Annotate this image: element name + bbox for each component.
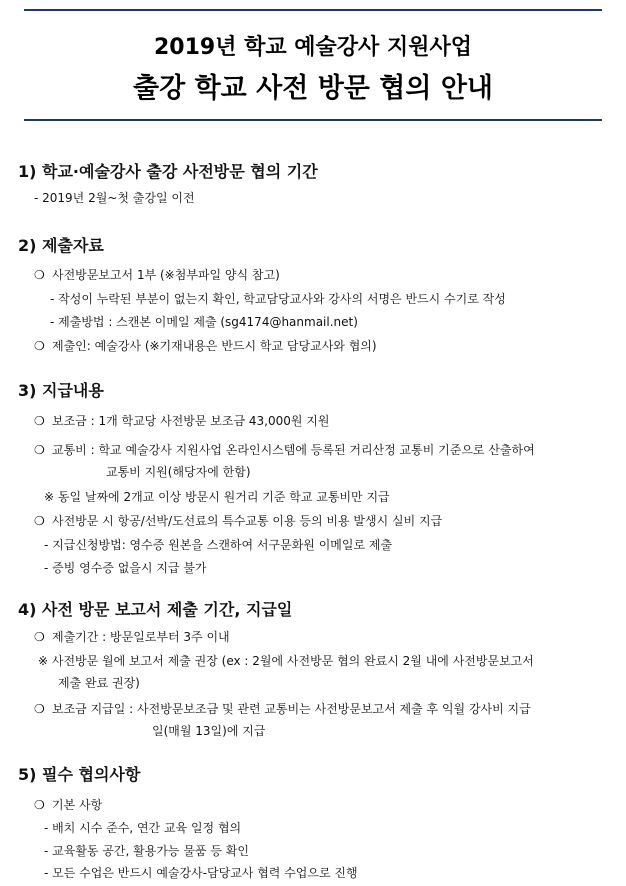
circle-bullet-icon: ❍ [34,702,45,716]
section-5-bullet-item [34,797,102,813]
item-text: 보조금 지급일 : 사전방문보조금 및 관련 교통비는 사전방문보고서 제출 후 익월 강사비 지급 [52,702,531,716]
section-2-bullet-item [34,267,280,283]
section-3-bullet-item [34,513,442,529]
circle-bullet-icon: ❍ [34,630,45,644]
circle-bullet-icon: ❍ [34,339,45,353]
section-3-sub-item: - 증빙 영수증 없을시 지급 불가 [44,561,207,575]
circle-bullet-icon: ❍ [34,514,45,528]
section-5-sub-item: - 교육활동 공간, 활용가능 물품 등 확인 [44,844,249,858]
circle-bullet-icon: ❍ [34,443,45,457]
document-title-line2: 출강 학교 사전 방문 협의 안내 [133,73,493,104]
section-4-continuation: 일(매월 13일)에 지급 [152,724,266,738]
section-5-sub-item: - 배치 시수 준수, 연간 교육 일정 협의 [44,821,242,835]
section-3-note: ※ 동일 날짜에 2개교 이상 방문시 원거리 기준 학교 교통비만 지급 [44,490,390,504]
section-4-title: 4) 사전 방문 보고서 제출 기간, 지급일 [18,600,293,619]
section-2-title: 2) 제출자료 [18,236,104,255]
section-1-item: - 2019년 2월~첫 출강일 이전 [34,191,195,205]
item-text: 사전방문 시 항공/선박/도선료의 특수교통 이용 등의 비용 발생시 실비 지급 [52,514,443,528]
section-2-sub-item: - 작성이 누락된 부분이 없는지 확인, 학교담당교사와 강사의 서명은 반드시 수기로 작성 [50,292,506,306]
section-3-continuation: 교통비 지원(해당자에 한함) [106,465,251,479]
section-4-bullet-item [34,629,230,645]
section-5-title: 5) 필수 협의사항 [18,765,141,784]
item-text: 제출기간 : 방문일로부터 3주 이내 [52,630,230,644]
section-2-sub-item: - 제출방법 : 스캔본 이메일 제출 (sg4174@hanmail.net) [50,315,358,329]
section-3-sub-item: - 지급신청방법: 영수증 원본을 스캔하여 서구문화원 이메일로 제출 [44,538,393,552]
section-3-title: 3) 지급내용 [18,381,104,400]
top-rule [24,9,602,11]
item-text: 교통비 : 학교 예술강사 지원사업 온라인시스템에 등록된 거리산정 교통비 기준으로 산출하여 [52,443,535,457]
item-text: 기본 사항 [52,798,103,812]
section-4-note: ※ 사전방문 월에 보고서 제출 권장 (ex : 2월에 사전방문 협의 완료시 2월 내에 사전방문보고서 [38,654,534,668]
circle-bullet-icon: ❍ [34,414,45,428]
bottom-rule [24,119,602,121]
circle-bullet-icon: ❍ [34,798,45,812]
section-3-bullet-item [34,413,329,429]
item-text: 제출인: 예술강사 (※기재내용은 반드시 학교 담당교사와 협의) [52,339,377,353]
section-5-sub-item: - 모든 수업은 반드시 예술강사-담당교사 협력 수업으로 진행 [44,866,358,880]
section-1-title: 1) 학교·예술강사 출강 사전방문 협의 기간 [18,162,318,181]
item-text: 보조금 : 1개 학교당 사전방문 보조금 43,000원 지원 [52,414,330,428]
item-text: 사전방문보고서 1부 (※첨부파일 양식 참고) [52,268,280,282]
section-4-note-continuation: 제출 완료 권장) [58,676,140,690]
section-3-bullet-item [34,442,535,458]
section-4-bullet-item [34,701,531,717]
section-2-bullet-item [34,338,377,354]
circle-bullet-icon: ❍ [34,268,45,282]
document-title-line1: 2019년 학교 예술강사 지원사업 [154,35,472,60]
